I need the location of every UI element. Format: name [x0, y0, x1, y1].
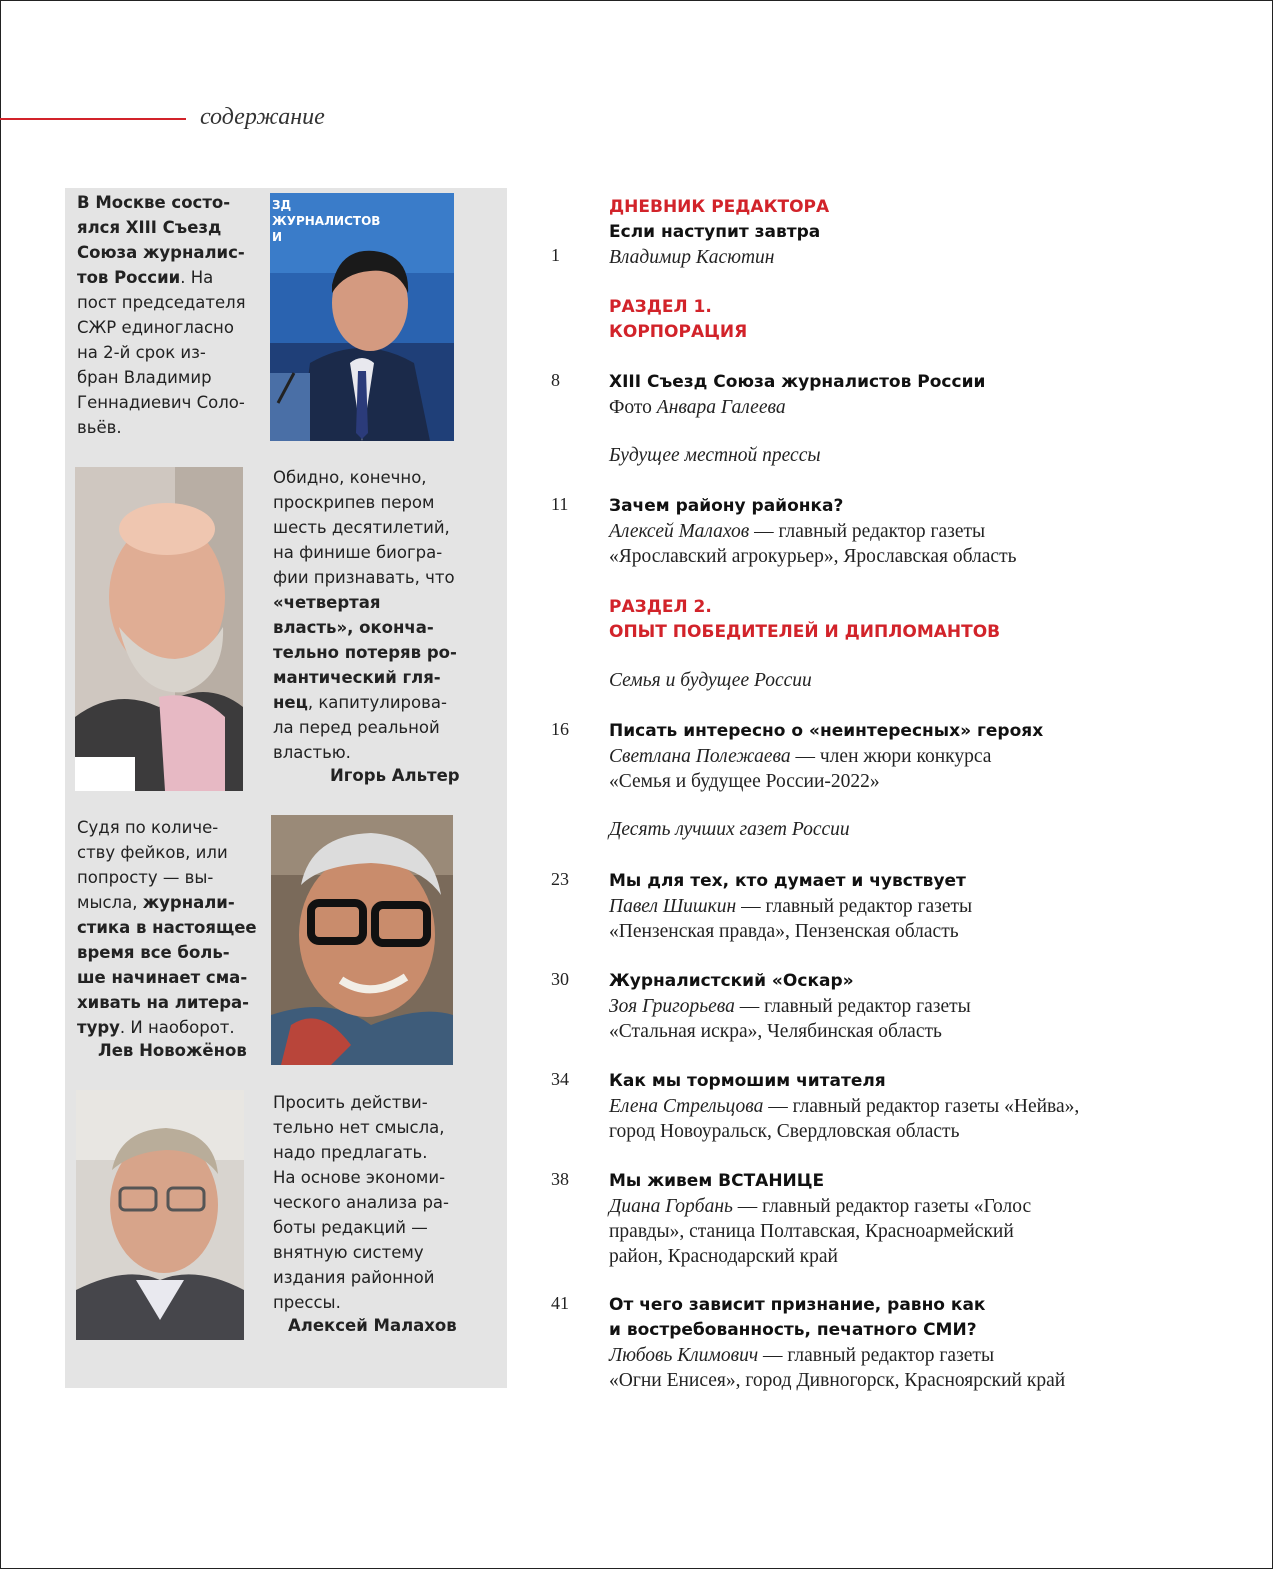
toc-entry-title[interactable]: Писать интересно о «неинтересных» героях — [609, 721, 1044, 741]
toc-author-desc: — главный редактор газеты «Огни Енисея», город Дивногорск, Красноярский край — [609, 1345, 1066, 1391]
toc-entry-title[interactable]: XIII Съезд Союза журналистов России — [609, 372, 986, 392]
toc-entry-author — [609, 744, 1229, 794]
toc-author-name: Зоя Григорьева — [609, 996, 735, 1017]
toc-author-desc: — главный редактор газеты «Голос правды», станица Полтавская, Красноармейский район, Краснодарский край — [609, 1196, 1032, 1267]
toc-author-prefix: Фото — [609, 397, 657, 418]
quote-malakhov-text: Просить действи- тельно нет смысла, надо предлагать. На основе экономи- ческого анализа ра- боты редакций — внятную систему издания районной прессы. — [273, 1093, 449, 1312]
toc-entry-author — [609, 894, 1229, 944]
toc-entry-title[interactable]: Как мы тормошим читателя — [609, 1071, 886, 1091]
toc-author-desc: — главный редактор газеты «Пензенская правда», Пензенская область — [609, 896, 973, 942]
toc-page-number: 38 — [551, 1169, 569, 1189]
toc-author-desc: — член жюри конкурса «Семья и будущее России-2022» — [609, 746, 992, 792]
toc-page-number: 41 — [551, 1293, 569, 1313]
toc-entry-title[interactable]: Мы для тех, кто думает и чувствует — [609, 871, 966, 891]
toc-entry-title[interactable]: Если наступит завтра — [609, 222, 821, 242]
quote-novozhenov — [77, 815, 257, 1040]
photo-backdrop-text: ЗД ЖУРНАЛИСТОВ И — [272, 198, 381, 244]
toc-subsection: Семья и будущее России — [609, 670, 812, 691]
toc-section-2: РАЗДЕЛ 2. ОПЫТ ПОБЕДИТЕЛЕЙ И ДИПЛОМАНТОВ — [609, 597, 1001, 642]
toc-author-name: Алексей Малахов — [609, 521, 750, 542]
toc-entry-title[interactable]: Зачем району районка? — [609, 496, 844, 516]
toc-entry-title[interactable]: Мы живем ВСТАНИЦЕ — [609, 1171, 825, 1191]
toc-author-name: Елена Стрельцова — [609, 1096, 764, 1117]
photo-novozhenov — [271, 815, 453, 1065]
toc-page-number: 1 — [551, 245, 560, 265]
quote-alter-bold: «четвертая власть», оконча- тельно потеряв ро- мантический гля- нец — [273, 593, 457, 712]
toc-entry-author — [609, 1094, 1229, 1144]
toc-page-number: 8 — [551, 370, 560, 390]
toc-entry-author — [609, 519, 1229, 569]
toc-author-name: Павел Шишкин — [609, 896, 737, 917]
toc-author-name: Анвара Галеева — [656, 397, 786, 418]
toc-page-number: 30 — [551, 969, 569, 989]
toc-page-number: 34 — [551, 1069, 569, 1089]
photo-alter — [75, 467, 243, 791]
photo-malakhov — [76, 1090, 244, 1340]
quote-congress-bold: В Москве состо- ялся XIII Съезд Союза журналис- тов России — [77, 193, 245, 287]
toc-subsection: Десять лучших газет России — [609, 819, 850, 840]
toc-entry-title[interactable]: От чего зависит признание, равно как и востребованность, печатного СМИ? — [609, 1295, 986, 1340]
toc-author-name: Любовь Климович — [609, 1345, 759, 1366]
toc-author-name: Владимир Касютин — [609, 247, 775, 268]
toc-page-number: 11 — [551, 494, 569, 514]
toc-author-desc: — главный редактор газеты «Нейва», город Новоуральск, Свердловская область — [609, 1096, 1080, 1142]
toc-subsection: Будущее местной прессы — [609, 445, 821, 466]
quote-congress-text: . На пост председателя СЖР единогласно на 2-й срок из- бран Владимир Геннадиевич Соло- вьёв. — [77, 268, 246, 437]
quote-alter-author: Игорь Альтер — [330, 766, 460, 785]
toc-entry-author — [609, 1343, 1229, 1393]
quote-novozhenov-bold: журнали- стика в настоящее время все боль- ше начинает сма- хивать на литера- туру — [77, 893, 257, 1037]
quote-malakhov-author: Алексей Малахов — [288, 1316, 457, 1335]
header-rule — [0, 118, 186, 120]
toc-entry-author — [609, 994, 1229, 1044]
quote-novozhenov-text2: . И наоборот. — [119, 1018, 235, 1037]
toc-section-1: РАЗДЕЛ 1. КОРПОРАЦИЯ — [609, 297, 748, 342]
toc-author-name: Светлана Полежаева — [609, 746, 791, 767]
quote-alter — [273, 465, 458, 765]
toc-entry-author — [609, 1194, 1229, 1269]
toc-page-number: 23 — [551, 869, 569, 889]
toc-author-desc: — главный редактор газеты «Стальная искра», Челябинская область — [609, 996, 971, 1042]
quote-alter-text1: Обидно, конечно, проскрипев пером шесть десятилетий, на финише биогра- фии признавать, что — [273, 468, 455, 587]
toc-entry-author — [609, 245, 1229, 270]
quote-congress — [77, 190, 257, 440]
quote-novozhenov-author: Лев Новожёнов — [98, 1041, 247, 1060]
toc-entry-title[interactable]: Журналистский «Оскар» — [609, 971, 854, 991]
page-title: содержание — [200, 104, 325, 130]
toc-section-editor-diary: ДНЕВНИК РЕДАКТОРА — [609, 197, 830, 217]
toc-author-desc: — главный редактор газеты «Ярославский агрокурьер», Ярославская область — [609, 521, 1017, 567]
toc-page-number: 16 — [551, 719, 569, 739]
quote-malakhov — [273, 1090, 458, 1315]
toc-entry-author — [609, 395, 1229, 420]
quote-alter-text2: , капитулирова- ла перед реальной властью. — [273, 693, 447, 762]
quote-novozhenov-text1: Судя по количе- ству фейков, или попросту — вы- мысла, — [77, 818, 228, 912]
toc-author-name: Диана Горбань — [609, 1196, 733, 1217]
photo-soloviev — [270, 193, 454, 441]
